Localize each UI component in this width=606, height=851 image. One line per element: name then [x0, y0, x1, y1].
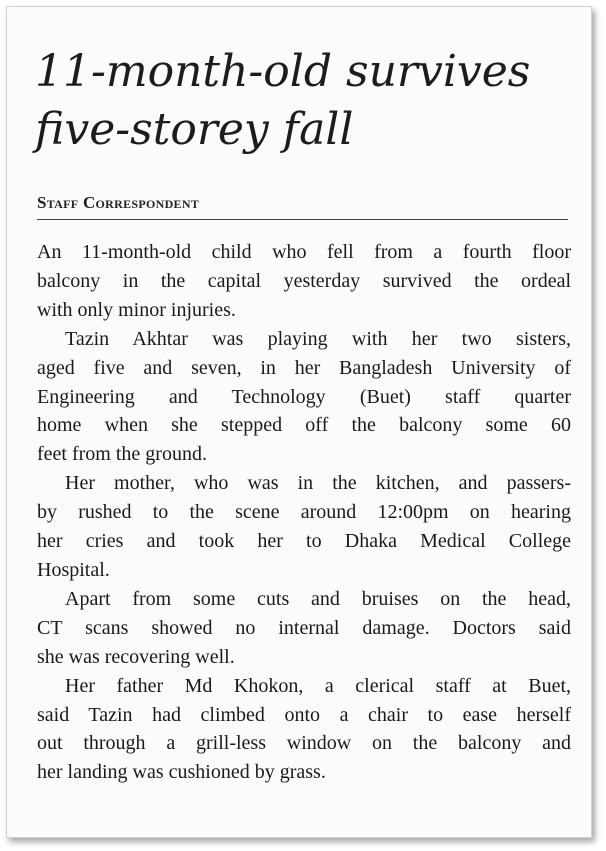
text-line: An 11-month-old child who fell from a fourth floor [37, 241, 571, 263]
byline: Staff Correspondent [37, 193, 200, 212]
byline-divider [37, 219, 568, 220]
text-line: Hospital. [37, 558, 110, 581]
headline [35, 43, 580, 159]
text-line: said Tazin had climbed onto a chair to ease herself [37, 703, 571, 726]
text-line: aged five and seven, in her Bangladesh University of [37, 356, 571, 379]
text-line: CT scans showed no internal damage. Doctors said [37, 616, 571, 639]
text-line: with only minor injuries. [37, 298, 236, 321]
headline-line: five-storey fall [35, 104, 354, 155]
text-line: she was recovering well. [37, 645, 235, 668]
paragraph-5 [37, 672, 571, 788]
text-line: out through a grill-less window on the balcony and [37, 732, 571, 755]
paragraph-2 [37, 325, 571, 470]
paragraph-1 [37, 238, 571, 325]
headline-line: 11-month-old survives [35, 46, 531, 97]
text-line: balcony in the capital yesterday survived the ordeal [37, 269, 571, 292]
text-line: Apart from some cuts and bruises on the head, [65, 587, 571, 610]
article-body [37, 238, 571, 787]
paragraph-4 [37, 585, 571, 672]
text-line: by rushed to the scene around 12:00pm on hearing [37, 501, 571, 524]
news-clipping [6, 6, 592, 838]
text-line: her landing was cushioned by grass. [37, 761, 326, 784]
text-line: her cries and took her to Dhaka Medical College [37, 530, 571, 553]
text-line: Her father Md Khokon, a clerical staff at Buet, [65, 674, 571, 697]
paragraph-3 [37, 469, 571, 585]
text-line: Tazin Akhtar was playing with her two sisters, [65, 327, 571, 350]
text-line: home when she stepped off the balcony some 60 [37, 414, 571, 437]
text-line: Her mother, who was in the kitchen, and passers- [65, 472, 571, 495]
text-line: feet from the ground. [37, 443, 207, 466]
text-line: Engineering and Technology (Buet) staff quarter [37, 385, 571, 408]
